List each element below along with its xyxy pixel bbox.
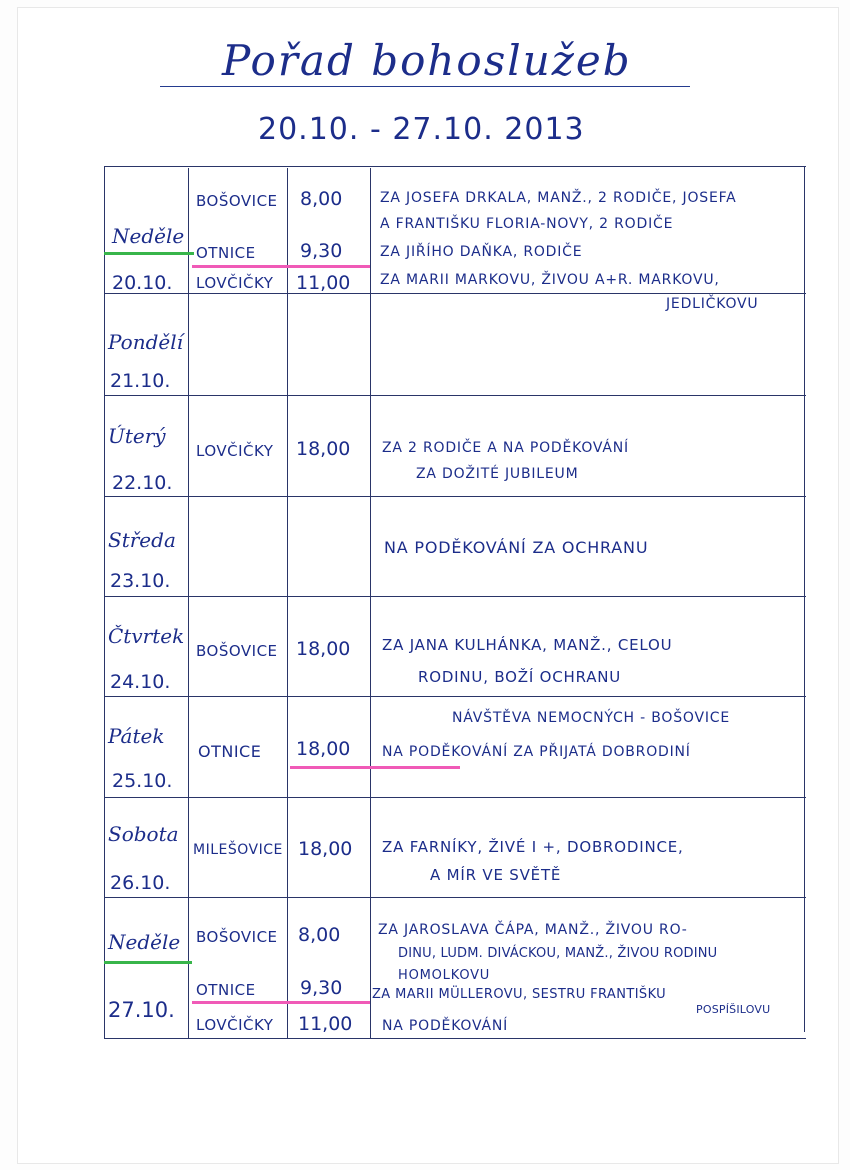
- date-range: 20.10. - 27.10. 2013: [258, 112, 585, 147]
- intention-text: RODINU, BOŽÍ OCHRANU: [418, 668, 622, 686]
- intention-text: ZA MARII MÜLLEROVU, SESTRU FRANTIŠKU: [372, 987, 667, 1002]
- title-underline: [160, 86, 690, 87]
- day-date: 26.10.: [110, 872, 171, 894]
- day-date: 21.10.: [110, 370, 171, 392]
- page-title: Pořad bohoslužeb: [222, 36, 632, 85]
- day-name: Neděle: [112, 224, 185, 248]
- pink-highlight: [290, 766, 460, 769]
- row-divider: [104, 696, 806, 697]
- day-date: 24.10.: [110, 671, 171, 693]
- day-name: Sobota: [108, 822, 179, 846]
- intention-text: ZA JOSEFA DRKALA, MANŽ., 2 RODIČE, JOSEFA: [380, 190, 737, 206]
- row-divider: [104, 596, 806, 597]
- day-name: Úterý: [108, 424, 166, 448]
- day-date: 23.10.: [110, 570, 171, 592]
- intention-text: ZA JANA KULHÁNKA, MANŽ., CELOU: [382, 636, 673, 654]
- intention-text: POSPÍŠILOVU: [696, 1003, 771, 1016]
- table-right-border: [804, 166, 805, 1032]
- intention-text: NA PODĚKOVÁNÍ ZA OCHRANU: [384, 538, 649, 557]
- table-left-border: [104, 166, 105, 1039]
- service-time: 9,30: [300, 240, 343, 262]
- intention-text: HOMOLKOVU: [398, 968, 491, 983]
- service-time: 8,00: [298, 924, 341, 946]
- intention-text: NÁVŠTĚVA NEMOCNÝCH - BOŠOVICE: [452, 710, 730, 726]
- row-divider: [104, 395, 806, 396]
- service-time: 9,30: [300, 977, 343, 999]
- pink-highlight: [192, 265, 370, 268]
- day-date: 25.10.: [112, 770, 173, 792]
- day-column-divider: [188, 168, 189, 1038]
- intention-text: A MÍR VE SVĚTĚ: [430, 866, 562, 884]
- row-divider: [104, 797, 806, 798]
- day-date: 27.10.: [108, 998, 175, 1022]
- day-date: 22.10.: [112, 472, 173, 494]
- service-place: LOVČIČKY: [196, 1016, 274, 1034]
- intention-text: NA PODĚKOVÁNÍ ZA PŘIJATÁ DOBRODINÍ: [382, 744, 691, 760]
- service-time: 18,00: [296, 438, 351, 460]
- service-place: OTNICE: [198, 742, 262, 761]
- row-divider: [104, 496, 806, 497]
- day-name: Středa: [108, 528, 176, 552]
- service-time: 18,00: [298, 838, 353, 860]
- service-place: BOŠOVICE: [196, 642, 278, 660]
- service-place: LOVČIČKY: [196, 274, 274, 292]
- schedule-table: [100, 166, 806, 1039]
- row-divider: [104, 293, 806, 294]
- green-highlight: [104, 961, 192, 964]
- day-name: Neděle: [108, 930, 181, 954]
- row-divider: [104, 897, 806, 898]
- day-name: Čtvrtek: [108, 624, 185, 648]
- intention-text: ZA FARNÍKY, ŽIVÉ I +, DOBRODINCE,: [382, 838, 684, 856]
- service-time: 11,00: [298, 1013, 353, 1035]
- intention-text: NA PODĚKOVÁNÍ: [382, 1018, 509, 1034]
- service-place: BOŠOVICE: [196, 928, 278, 946]
- service-place: MILEŠOVICE: [193, 842, 283, 858]
- service-place: OTNICE: [196, 244, 256, 262]
- table-bottom-border: [104, 1038, 806, 1039]
- service-place: OTNICE: [196, 981, 256, 999]
- intention-text: DINU, LUDM. DIVÁCKOU, MANŽ., ŽIVOU RODINU: [398, 946, 718, 961]
- table-top-border: [104, 166, 806, 167]
- intention-text: ZA MARII MARKOVU, ŽIVOU A+R. MARKOVU,: [380, 272, 720, 288]
- intention-text: JEDLIČKOVU: [666, 296, 759, 312]
- intention-text: ZA JIŘÍHO DAŇKA, RODIČE: [380, 244, 583, 260]
- day-name: Pondělí: [108, 330, 183, 354]
- pink-highlight: [192, 1001, 370, 1004]
- intention-text: A FRANTIŠKU FLORIA-NOVY, 2 RODIČE: [380, 216, 674, 232]
- intention-text: ZA 2 RODIČE A NA PODĚKOVÁNÍ: [382, 440, 629, 456]
- service-place: LOVČIČKY: [196, 442, 274, 460]
- service-time: 18,00: [296, 738, 351, 760]
- intention-text: ZA JAROSLAVA ČÁPA, MANŽ., ŽIVOU RO-: [378, 922, 688, 938]
- place-column-divider: [287, 168, 288, 1038]
- time-column-divider: [370, 168, 371, 1038]
- service-time: 11,00: [296, 272, 351, 294]
- green-highlight: [104, 252, 194, 255]
- intention-text: ZA DOŽITÉ JUBILEUM: [416, 466, 579, 482]
- service-time: 18,00: [296, 638, 351, 660]
- service-place: BOŠOVICE: [196, 192, 278, 210]
- day-date: 20.10.: [112, 272, 173, 294]
- day-name: Pátek: [108, 724, 165, 748]
- service-time: 8,00: [300, 188, 343, 210]
